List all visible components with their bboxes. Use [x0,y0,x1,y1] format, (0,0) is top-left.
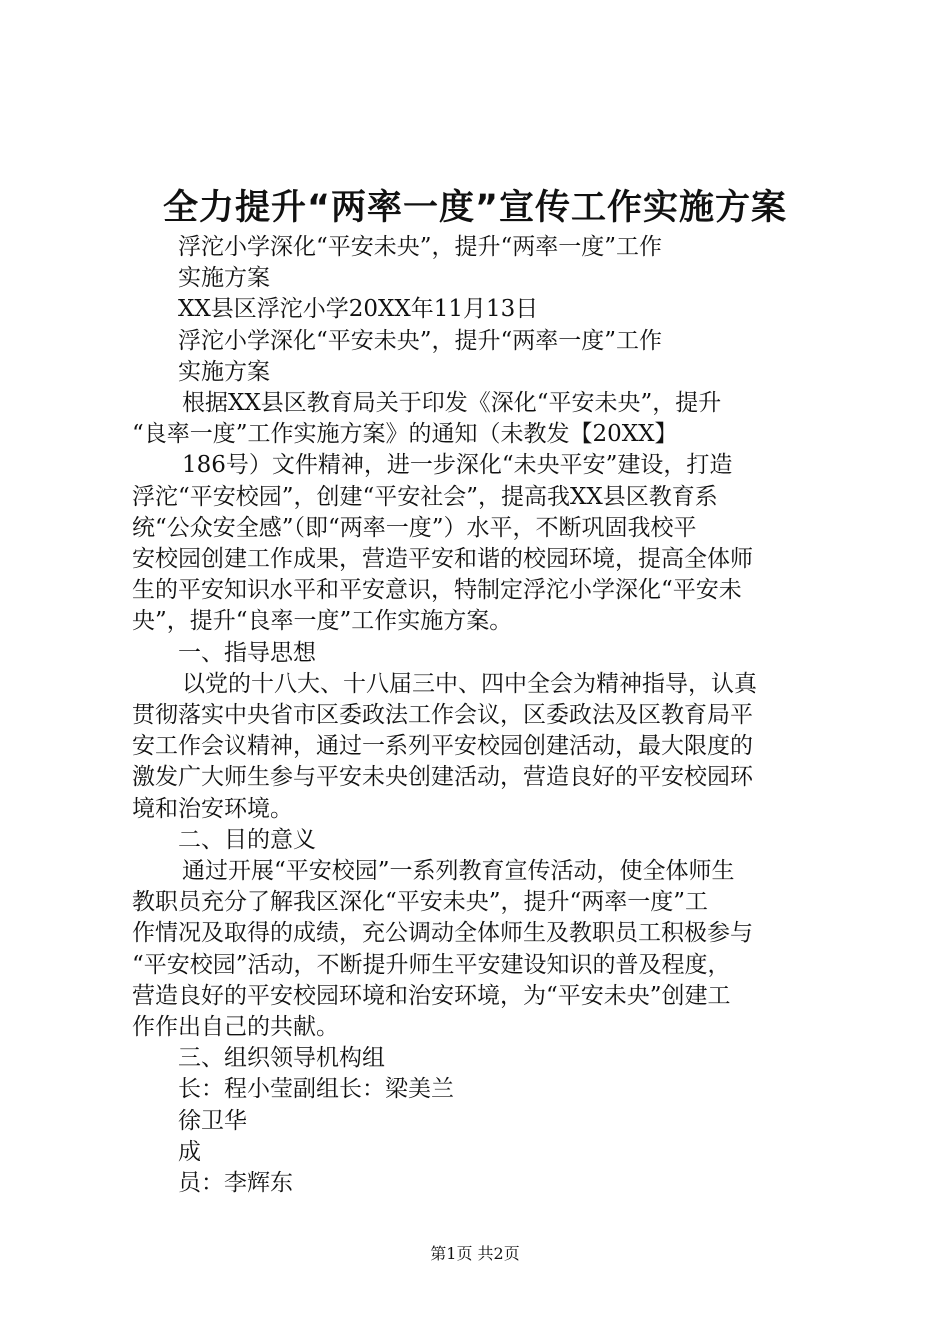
body-line: 徐卫华 [178,1107,247,1134]
body-line: 浮沱小学深化“平安未央”，提升“两率一度”工作 [178,234,663,260]
body-line: “平安校园”活动，不断提升师生平安建设知识的普及程度， [132,951,731,978]
body-line: 作作出自己的共献。 [132,1014,339,1041]
body-line: 浮沱小学深化“平安未央”，提升“两率一度”工作 [178,327,663,354]
body-line: 境和治安环境。 [132,795,293,822]
body-line: 央”，提升“良率一度”工作实施方案。 [132,608,513,635]
body-line: 一、指导思想 [178,639,316,666]
body-line: 二、目的意义 [178,826,316,853]
body-line: 浮沱“平安校园”，创建“平安社会”，提高我XX县区教育系 [132,483,718,510]
body-line: 激发广大师生参与平安未央创建活动，营造良好的平安校园环 [132,764,753,791]
body-line: 营造良好的平安校园环境和治安环境，为“平安未央”创建工 [132,982,731,1009]
body-line: 作情况及取得的成绩，充公调动全体师生及教职员工积极参与 [132,920,753,947]
body-line: 根据XX县区教育局关于印发《深化“平安未央”，提升 [182,390,722,417]
body-line: 教职员充分了解我区深化“平安未央”，提升“两率一度”工 [132,889,709,916]
body-line: 安工作会议精神，通过一系列平安校园创建活动，最大限度的 [132,733,753,760]
body-line: 员：李辉东 [178,1170,293,1197]
document-body [132,232,832,1199]
page-footer: 第1页 共2页 [430,1244,520,1263]
body-line: 统“公众安全感”（即“两率一度”）水平，不断巩固我校平 [132,514,697,541]
body-line: 生的平安知识水平和平安意识，特制定浮沱小学深化“平安未 [132,577,742,604]
body-line: 以党的十八大、十八届三中、四中全会为精神指导，认真 [182,670,757,697]
body-line: 通过开展“平安校园”一系列教育宣传活动，使全体师生 [182,858,735,885]
body-line: 贯彻落实中央省市区委政法工作会议，区委政法及区教育局平 [132,702,753,729]
body-line: 长：程小莹副组长：梁美兰 [178,1076,454,1103]
body-line: 安校园创建工作成果，营造平安和谐的校园环境，提高全体师 [132,546,753,573]
body-line: 成 [178,1138,201,1165]
body-line: 186号）文件精神，进一步深化“未央平安”建设，打造 [182,452,733,479]
body-line: “良率一度”工作实施方案》的通知（未教发【20XX】 [132,421,678,448]
body-line: 实施方案 [178,358,270,385]
body-line: XX县区浮沱小学20XX年11月13日 [178,296,539,323]
body-line: 三、组织领导机构组 [178,1045,385,1072]
document-title: 全力提升“两率一度”宣传工作实施方案 [162,188,787,228]
body-line: 实施方案 [178,265,270,292]
